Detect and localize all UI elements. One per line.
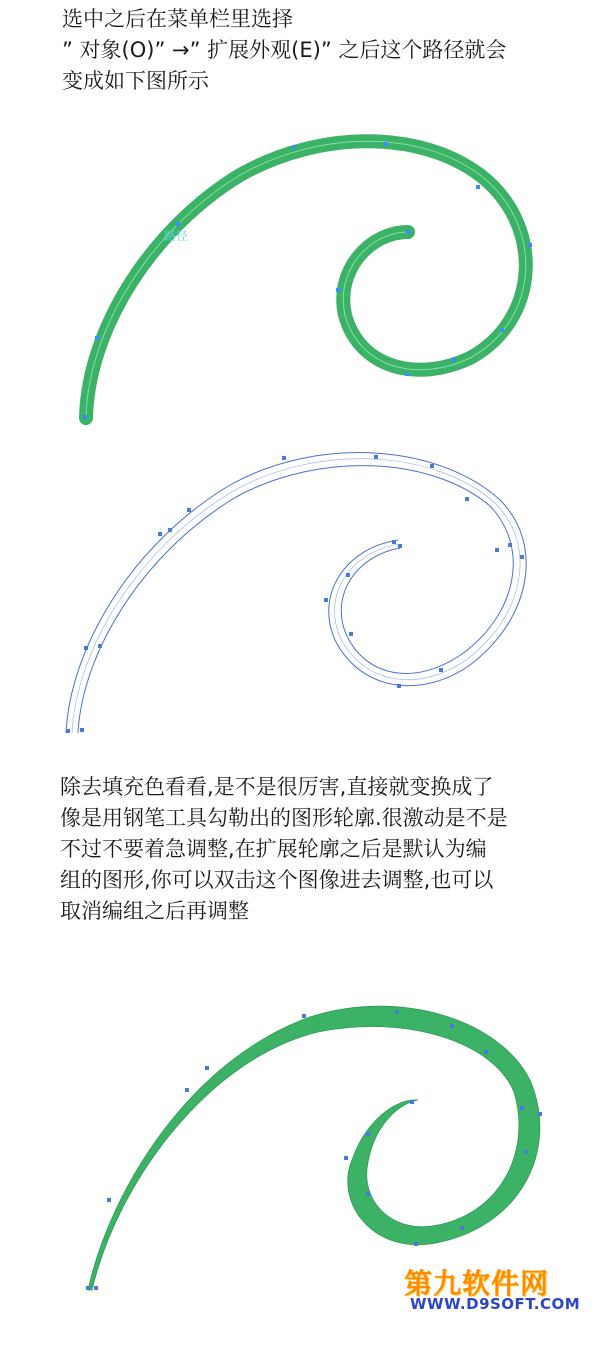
- figure-tapered-shape: [0, 990, 600, 1300]
- figure-selected-stroke: [0, 120, 600, 430]
- explain-line-5: 取消编组之后再调整: [60, 899, 249, 923]
- outline-outer-path[interactable]: [66, 453, 526, 733]
- tapered-green-shape[interactable]: [88, 1006, 540, 1290]
- explain-line-2: 像是用钢笔工具勾勒出的图形轮廓.很激动是不是: [60, 806, 508, 830]
- outline-anchors: [66, 455, 524, 733]
- explain-line-4: 组的图形,你可以双击这个图像进去调整,也可以: [60, 868, 494, 892]
- site-watermark-logo: [398, 1262, 581, 1322]
- path-hover-label: 路径: [164, 229, 189, 243]
- selection-path-outline: [86, 141, 526, 418]
- intro-line-1: 选中之后在菜单栏里选择: [62, 7, 293, 31]
- watermark-site-name: 第九软件网: [404, 1267, 550, 1300]
- intro-text: [62, 4, 506, 97]
- outline-edge-path: [72, 459, 520, 733]
- intro-line-3: 变成如下图所示: [62, 69, 209, 93]
- figure-expanded-outline: [0, 440, 600, 750]
- explain-line-1: 除去填充色看看,是不是很厉害,直接就变换成了: [60, 775, 494, 799]
- intro-line-2: ” 对象(O)” →” 扩展外观(E)” 之后这个路径就会: [62, 38, 507, 62]
- green-spiral-stroke[interactable]: [86, 141, 526, 418]
- outline-inner-path[interactable]: [78, 466, 513, 733]
- explanation-text: [60, 772, 508, 927]
- explain-line-3: 不过不要着急调整,在扩展轮廓之后是默认为编: [60, 837, 487, 861]
- watermark-site-url: WWW.D9SOFT.COM: [410, 1295, 581, 1313]
- selection-anchors: [83, 142, 532, 419]
